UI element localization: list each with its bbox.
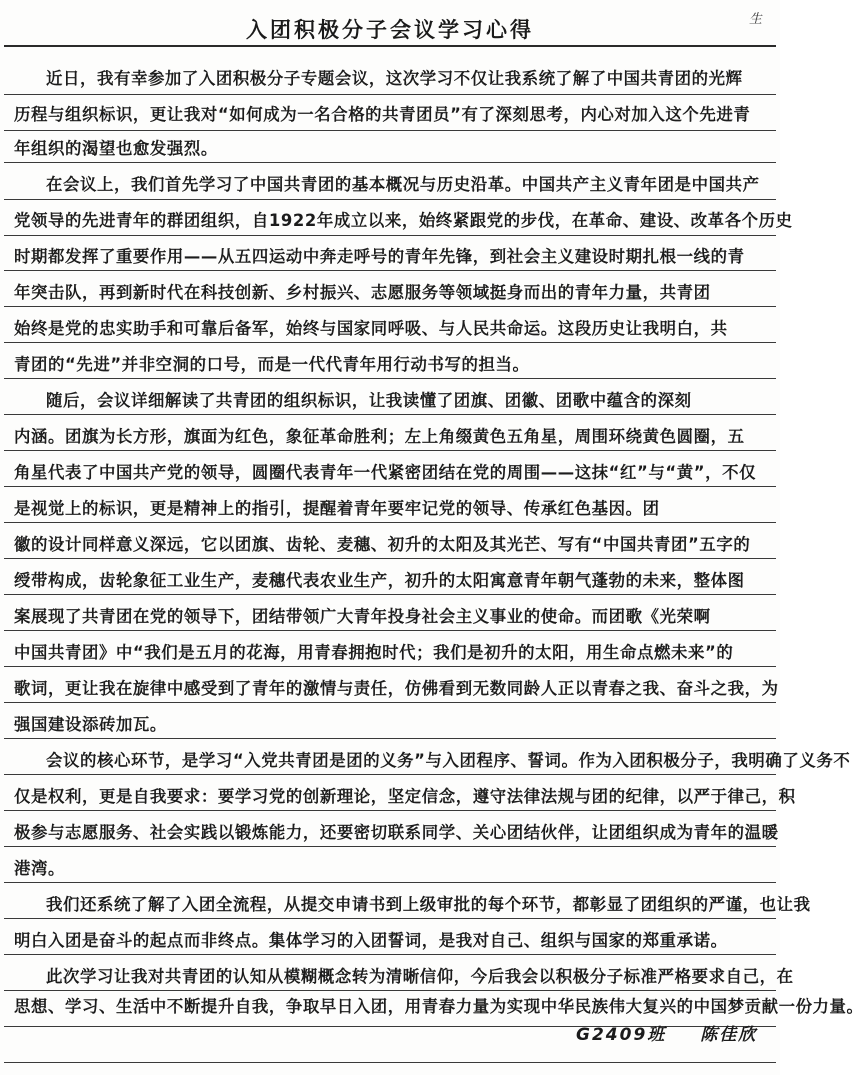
text-line: 绶带构成，齿轮象征工业生产，麦穗代表农业生产，初升的太阳寓意青年朝气蓬勃的未来，整体图 — [14, 571, 745, 590]
ruled-line — [4, 235, 776, 236]
text-line: 中国共青团》中“我们是五月的花海，用青春拥抱时代；我们是初升的太阳，用生命点燃未来”的 — [14, 643, 734, 662]
text-line: 会议的核心环节，是学习“入党共青团是团的义务”与入团程序、誓词。作为入团积极分子，我明确了义务不 — [46, 751, 851, 770]
signature — [576, 1020, 757, 1045]
text-line: 极参与志愿服务、社会实践以锻炼能力，还要密切联系同学、关心团结伙伴，让团组织成为青年的温暖 — [14, 823, 779, 842]
text-line: 我们还系统了解了入团全流程，从提交申请书到上级审批的每个环节，都彰显了团组织的严谨，也让我 — [46, 895, 811, 914]
ruled-line — [4, 162, 776, 163]
ruled-line — [4, 954, 776, 955]
ruled-line — [4, 594, 776, 595]
text-line: 此次学习让我对共青团的认知从模糊概念转为清晰信仰，今后我会以积极分子标准严格要求自己，在 — [46, 967, 794, 986]
ruled-line — [4, 918, 776, 919]
ruled-line — [4, 522, 776, 523]
essay-title: 入团积极分子会议学习心得 — [246, 18, 534, 42]
signature-class: G2409班 — [576, 1025, 667, 1045]
signature-name: 陈佳欣 — [700, 1025, 758, 1045]
ruled-line — [4, 414, 776, 415]
text-line: 角星代表了中国共产党的领导，圆圈代表青年一代紧密团结在党的周围——这抹“红”与“黄”，不仅 — [14, 463, 757, 482]
ruled-line — [4, 342, 776, 343]
ruled-line — [4, 774, 776, 775]
text-line: 案展现了共青团在党的领导下，团结带领广大青年投身社会主义事业的使命。而团歌《光荣啊 — [14, 607, 711, 626]
ruled-line — [4, 306, 776, 307]
page-number: 生 — [748, 12, 762, 27]
text-line: 随后，会议详细解读了共青团的组织标识，让我读懂了团旗、团徽、团歌中蕴含的深刻 — [46, 391, 692, 410]
text-line: 历程与组织标识，更让我对“如何成为一名合格的共青团员”有了深刻思考，内心对加入这个先进青 — [14, 105, 751, 124]
text-line: 是视觉上的标识，更是精神上的指引，提醒着青年要牢记党的领导、传承红色基因。团 — [14, 499, 660, 518]
text-line: 党领导的先进青年的群团组织，自1922年成立以来，始终紧跟党的步伐，在革命、建设、改革各个历史 — [14, 211, 793, 230]
ruled-line — [4, 810, 776, 811]
ruled-line — [4, 45, 776, 47]
ruled-line — [4, 130, 776, 131]
text-line: 内涵。团旗为长方形，旗面为红色，象征革命胜利；左上角缀黄色五角星，周围环绕黄色圆圈，五 — [14, 427, 745, 446]
ruled-line — [4, 738, 776, 739]
text-line: 年组织的渴望也愈发强烈。 — [14, 139, 218, 158]
ruled-line — [4, 378, 776, 379]
text-line: 强国建设添砖加瓦。 — [14, 715, 167, 734]
text-line: 始终是党的忠实助手和可靠后备军，始终与国家同呼吸、与人民共命运。这段历史让我明白，共 — [14, 319, 728, 338]
text-line: 在会议上，我们首先学习了中国共青团的基本概况与历史沿革。中国共产主义青年团是中国共产 — [46, 175, 760, 194]
text-line: 仅是权利，更是自我要求：要学习党的创新理论，坚定信念，遵守法律法规与团的纪律，以严于律己，积 — [14, 787, 796, 806]
ruled-line — [4, 94, 776, 95]
ruled-line — [4, 990, 776, 991]
text-line: 明白入团是奋斗的起点而非终点。集体学习的入团誓词，是我对自己、组织与国家的郑重承诺。 — [14, 931, 728, 950]
ruled-line — [4, 630, 776, 631]
ruled-line — [4, 1062, 776, 1063]
text-line: 近日，我有幸参加了入团积极分子专题会议，这次学习不仅让我系统了解了中国共青团的光辉 — [46, 69, 743, 88]
ruled-line — [4, 270, 776, 271]
ruled-line — [4, 846, 776, 847]
text-line: 年突击队，再到新时代在科技创新、乡村振兴、志愿服务等领域挺身而出的青年力量，共青团 — [14, 283, 711, 302]
ruled-line — [4, 450, 776, 451]
text-line: 徽的设计同样意义深远，它以团旗、齿轮、麦穗、初升的太阳及其光芒、写有“中国共青团”五字的 — [14, 535, 751, 554]
text-line: 港湾。 — [14, 859, 65, 878]
text-line: 时期都发挥了重要作用——从五四运动中奔走呼号的青年先锋，到社会主义建设时期扎根一线的青 — [14, 247, 745, 266]
ruled-line — [4, 486, 776, 487]
text-line: 青团的“先进”并非空洞的口号，而是一代代青年用行动书写的担当。 — [14, 355, 530, 374]
ruled-line — [4, 882, 776, 883]
ruled-line — [4, 199, 776, 200]
ruled-line — [4, 702, 776, 703]
ruled-line — [4, 666, 776, 667]
text-line: 思想、学习、生活中不断提升自我，争取早日入团，用青春力量为实现中华民族伟大复兴的中国梦贡献一份力量。 — [14, 997, 864, 1016]
text-line: 歌词，更让我在旋律中感受到了青年的激情与责任，仿佛看到无数同龄人正以青春之我、奋斗之我，为 — [14, 679, 779, 698]
ruled-line — [4, 558, 776, 559]
